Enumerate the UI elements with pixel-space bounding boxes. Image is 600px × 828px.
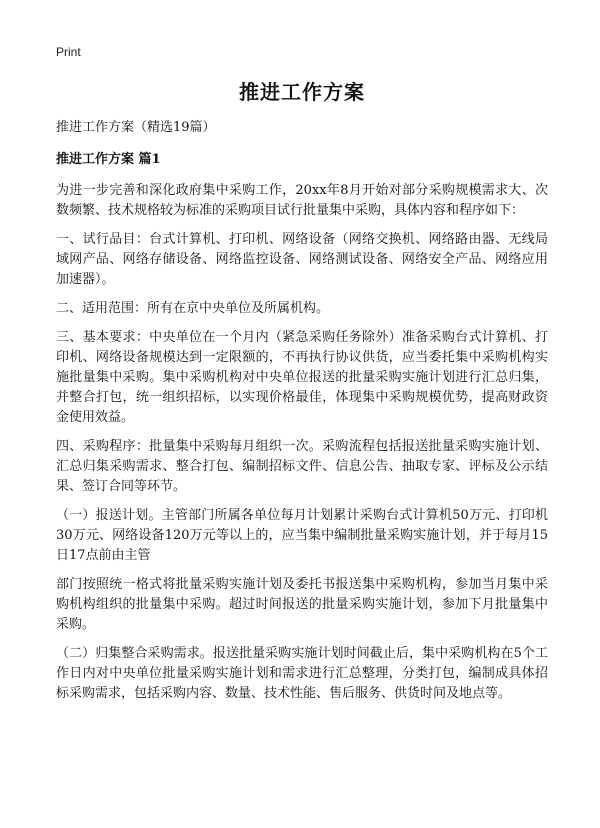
print-label: Print — [56, 45, 81, 59]
paragraph-submit-plan-cont: 部门按照统一格式将批量采购实施计划及委托书报送集中采购机构，参加当月集中采购机构组织的批量集中采购。超过时间报送的批量采购实施计划，参加下月批量集中采购。 — [56, 577, 548, 632]
paragraph-trial-items: 一、试行品目：台式计算机、打印机、网络设备（网络交换机、网络路由器、无线局域网产品、网络存储设备、网络监控设备、网络测试设备、网络安全产品、网络应用加速器）。 — [56, 232, 548, 287]
paragraph-submit-plan: （一）报送计划。主管部门所属各单位每月计划累计采购台式计算机50万元、打印机30万元、网络设备120万元等以上的，应当集中编制批量采购实施计划，并于每月15日17点前由主管 — [56, 508, 548, 563]
document-subtitle: 推进工作方案（精选19篇） — [56, 120, 216, 135]
paragraph-scope: 二、适用范围：所有在京中央单位及所属机构。 — [56, 301, 330, 316]
paragraph-consolidate: （二）归集整合采购需求。报送批量采购实施计划时间截止后，集中采购机构在5个工作日内对中央单位批量采购实施计划和需求进行汇总整理，分类打包，编制成具体招标采购需求，包括采购内容、数量、技术性能、售后服务、供货时间及地点等。 — [56, 646, 548, 701]
paragraph-procedure: 四、采购程序：批量集中采购每月组织一次。采购流程包括报送批量采购实施计划、汇总归集采购需求、整合打包、编制招标文件、信息公告、抽取专家、评标及公示结果、签订合同等环节。 — [56, 439, 548, 494]
page-title: 推进工作方案 — [239, 80, 365, 104]
paragraph-intro: 为进一步完善和深化政府集中采购工作，20xx年8月开始对部分采购规模需求大、次数频繁、技术规格较为标准的采购项目试行批量集中采购，具体内容和程序如下： — [56, 183, 548, 218]
section-heading: 推进工作方案 篇1 — [56, 152, 161, 167]
paragraph-requirements: 三、基本要求：中央单位在一个月内（紧急采购任务除外）准备采购台式计算机、打印机、网络设备规模达到一定限额的，不再执行协议供货，应当委托集中采购机构实施批量集中采购。集中采购机构对中央单位报送的批量采购实施计划进行汇总归集，并整合打包，统一组织招标，以实现价格最佳，体现集中采购规模优势，提高财政资金使用效益。 — [56, 330, 548, 425]
